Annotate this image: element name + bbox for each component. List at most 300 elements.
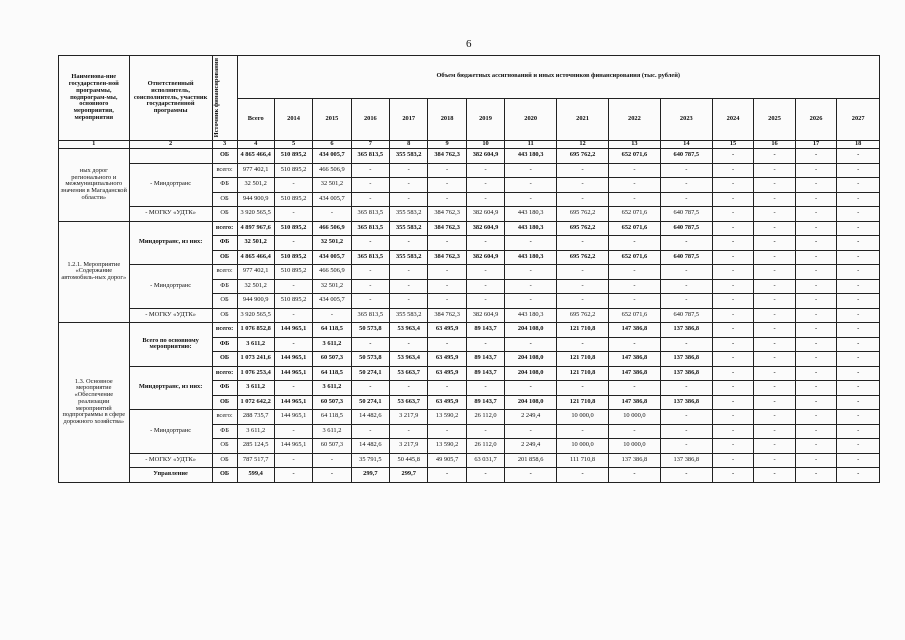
value-cell: -: [274, 337, 312, 352]
value-cell: -: [712, 221, 754, 236]
value-cell: -: [712, 265, 754, 280]
value-cell: -: [837, 308, 880, 323]
value-cell: 443 180,3: [505, 221, 557, 236]
value-cell: -: [428, 178, 466, 193]
value-cell: -: [428, 236, 466, 251]
value-cell: -: [754, 424, 796, 439]
value-cell: -: [660, 439, 712, 454]
value-cell: -: [795, 192, 837, 207]
value-cell: -: [313, 308, 351, 323]
value-cell: 3 611,2: [313, 381, 351, 396]
value-cell: -: [795, 366, 837, 381]
value-cell: 365 813,5: [351, 250, 389, 265]
table-row: [59, 410, 880, 425]
value-cell: -: [274, 453, 312, 468]
value-cell: -: [390, 337, 428, 352]
source-cell: всего:: [212, 221, 237, 236]
value-cell: 382 604,9: [466, 308, 504, 323]
table-row: [59, 221, 880, 236]
source-cell: ОБ: [212, 439, 237, 454]
value-cell: 510 895,2: [274, 149, 312, 164]
value-cell: 64 118,5: [313, 366, 351, 381]
value-cell: -: [351, 178, 389, 193]
source-cell: ОБ: [212, 250, 237, 265]
value-cell: 434 005,7: [313, 149, 351, 164]
value-cell: 384 762,3: [428, 308, 466, 323]
value-cell: 4 897 967,6: [237, 221, 274, 236]
value-cell: -: [795, 207, 837, 222]
value-cell: -: [837, 424, 880, 439]
funding-table: [58, 55, 880, 483]
value-cell: -: [351, 236, 389, 251]
value-cell: 60 507,3: [313, 395, 351, 410]
column-number: 16: [754, 141, 796, 149]
responsible-cell: - Миндортранс: [129, 163, 212, 207]
header-year: 2024: [712, 98, 754, 141]
value-cell: -: [795, 236, 837, 251]
value-cell: -: [712, 308, 754, 323]
value-cell: 977 402,1: [237, 163, 274, 178]
value-cell: -: [608, 294, 660, 309]
value-cell: -: [754, 308, 796, 323]
value-cell: -: [466, 163, 504, 178]
value-cell: -: [837, 323, 880, 338]
value-cell: -: [466, 381, 504, 396]
value-cell: -: [351, 381, 389, 396]
value-cell: 510 895,2: [274, 250, 312, 265]
value-cell: 35 791,5: [351, 453, 389, 468]
program-name-cell: 1.2.1. Мероприятие «Содержание автомобиль-ных дорог»: [59, 221, 130, 323]
value-cell: -: [754, 221, 796, 236]
value-cell: -: [390, 236, 428, 251]
source-cell: ФБ: [212, 424, 237, 439]
value-cell: -: [837, 192, 880, 207]
value-cell: 285 124,5: [237, 439, 274, 454]
table-row: [59, 265, 880, 280]
value-cell: -: [795, 410, 837, 425]
value-cell: 443 180,3: [505, 149, 557, 164]
value-cell: 10 000,0: [608, 410, 660, 425]
value-cell: 137 386,8: [660, 352, 712, 367]
value-cell: -: [795, 395, 837, 410]
value-cell: 288 735,7: [237, 410, 274, 425]
value-cell: -: [712, 279, 754, 294]
value-cell: 365 813,5: [351, 308, 389, 323]
value-cell: -: [754, 395, 796, 410]
value-cell: -: [505, 468, 557, 483]
source-cell: всего:: [212, 323, 237, 338]
value-cell: -: [712, 178, 754, 193]
value-cell: -: [660, 265, 712, 280]
value-cell: -: [274, 279, 312, 294]
value-cell: -: [712, 439, 754, 454]
value-cell: -: [428, 468, 466, 483]
responsible-cell: - МОГКУ «УДТК»: [129, 207, 212, 222]
value-cell: -: [754, 453, 796, 468]
value-cell: -: [274, 468, 312, 483]
value-cell: 49 905,7: [428, 453, 466, 468]
value-cell: -: [712, 294, 754, 309]
value-cell: -: [466, 294, 504, 309]
value-cell: 89 143,7: [466, 352, 504, 367]
value-cell: -: [660, 279, 712, 294]
value-cell: -: [274, 308, 312, 323]
value-cell: -: [795, 149, 837, 164]
value-cell: 355 583,2: [390, 308, 428, 323]
source-cell: всего:: [212, 163, 237, 178]
value-cell: 382 604,9: [466, 221, 504, 236]
value-cell: 384 762,3: [428, 207, 466, 222]
value-cell: -: [837, 366, 880, 381]
value-cell: -: [795, 424, 837, 439]
value-cell: 3 920 565,5: [237, 207, 274, 222]
value-cell: 652 071,6: [608, 250, 660, 265]
value-cell: -: [837, 410, 880, 425]
value-cell: 137 386,8: [608, 453, 660, 468]
responsible-cell: - МОГКУ «УДТК»: [129, 453, 212, 468]
value-cell: 695 762,2: [557, 250, 609, 265]
value-cell: -: [557, 265, 609, 280]
value-cell: -: [608, 265, 660, 280]
value-cell: -: [351, 192, 389, 207]
value-cell: -: [466, 236, 504, 251]
value-cell: 53 663,7: [390, 366, 428, 381]
value-cell: -: [837, 337, 880, 352]
value-cell: 204 108,0: [505, 323, 557, 338]
responsible-cell: Миндортранс, из них:: [129, 221, 212, 265]
value-cell: -: [390, 279, 428, 294]
value-cell: -: [712, 207, 754, 222]
value-cell: -: [754, 439, 796, 454]
source-cell: всего:: [212, 265, 237, 280]
value-cell: -: [712, 468, 754, 483]
value-cell: 144 965,1: [274, 439, 312, 454]
value-cell: -: [505, 381, 557, 396]
responsible-cell: - МОГКУ «УДТК»: [129, 308, 212, 323]
value-cell: -: [505, 265, 557, 280]
value-cell: 89 143,7: [466, 323, 504, 338]
value-cell: -: [351, 279, 389, 294]
value-cell: -: [428, 381, 466, 396]
value-cell: 53 963,4: [390, 323, 428, 338]
value-cell: 13 590,2: [428, 410, 466, 425]
value-cell: 1 076 253,4: [237, 366, 274, 381]
value-cell: 640 787,5: [660, 250, 712, 265]
value-cell: -: [351, 265, 389, 280]
value-cell: -: [660, 468, 712, 483]
value-cell: -: [274, 236, 312, 251]
column-number: 9: [428, 141, 466, 149]
value-cell: -: [557, 468, 609, 483]
value-cell: 144 965,1: [274, 323, 312, 338]
value-cell: 63 031,7: [466, 453, 504, 468]
responsible-cell: Всего по основному мероприятию:: [129, 323, 212, 367]
value-cell: 3 217,9: [390, 439, 428, 454]
value-cell: -: [837, 395, 880, 410]
value-cell: 382 604,9: [466, 250, 504, 265]
value-cell: -: [837, 468, 880, 483]
value-cell: -: [837, 439, 880, 454]
value-cell: 2 249,4: [505, 439, 557, 454]
value-cell: 60 507,3: [313, 352, 351, 367]
value-cell: 640 787,5: [660, 221, 712, 236]
column-number: 18: [837, 141, 880, 149]
value-cell: 144 965,1: [274, 366, 312, 381]
source-cell: ФБ: [212, 381, 237, 396]
source-cell: ОБ: [212, 308, 237, 323]
value-cell: 144 965,1: [274, 352, 312, 367]
value-cell: 977 402,1: [237, 265, 274, 280]
value-cell: -: [754, 294, 796, 309]
table-row: [59, 207, 880, 222]
value-cell: 53 963,4: [390, 352, 428, 367]
header-year: 2025: [754, 98, 796, 141]
value-cell: -: [390, 178, 428, 193]
value-cell: -: [313, 207, 351, 222]
value-cell: 382 604,9: [466, 149, 504, 164]
source-cell: ФБ: [212, 337, 237, 352]
value-cell: -: [660, 410, 712, 425]
value-cell: 1 073 241,6: [237, 352, 274, 367]
value-cell: 137 386,8: [660, 395, 712, 410]
value-cell: -: [712, 236, 754, 251]
value-cell: -: [795, 308, 837, 323]
value-cell: -: [754, 279, 796, 294]
value-cell: -: [660, 381, 712, 396]
value-cell: -: [428, 265, 466, 280]
value-cell: -: [754, 468, 796, 483]
value-cell: 299,7: [351, 468, 389, 483]
header-year: Всего: [237, 98, 274, 141]
value-cell: 434 005,7: [313, 192, 351, 207]
source-cell: ОБ: [212, 468, 237, 483]
source-cell: ФБ: [212, 279, 237, 294]
column-number: 17: [795, 141, 837, 149]
value-cell: -: [754, 265, 796, 280]
value-cell: -: [837, 207, 880, 222]
value-cell: 89 143,7: [466, 395, 504, 410]
value-cell: 10 000,0: [557, 410, 609, 425]
table-row: [59, 323, 880, 338]
value-cell: -: [660, 294, 712, 309]
value-cell: 32 501,2: [313, 236, 351, 251]
table-row: [59, 366, 880, 381]
responsible-cell: Управление: [129, 468, 212, 483]
value-cell: 144 965,1: [274, 395, 312, 410]
program-name-cell: 1.3. Основное мероприятие «Обеспечение реализации мероприятий подпрограммы в сфере дорожного хозяйства»: [59, 323, 130, 483]
value-cell: -: [837, 294, 880, 309]
value-cell: -: [754, 381, 796, 396]
value-cell: 26 112,0: [466, 410, 504, 425]
table-row: [59, 149, 880, 164]
value-cell: -: [466, 468, 504, 483]
value-cell: -: [428, 279, 466, 294]
header-year: 2018: [428, 98, 466, 141]
value-cell: -: [754, 207, 796, 222]
value-cell: 147 386,8: [608, 366, 660, 381]
value-cell: -: [795, 250, 837, 265]
value-cell: -: [837, 279, 880, 294]
value-cell: 50 573,8: [351, 352, 389, 367]
value-cell: 443 180,3: [505, 250, 557, 265]
value-cell: 3 611,2: [237, 424, 274, 439]
value-cell: 382 604,9: [466, 207, 504, 222]
value-cell: -: [712, 381, 754, 396]
header-source: [212, 56, 237, 141]
value-cell: 384 762,3: [428, 149, 466, 164]
value-cell: -: [351, 337, 389, 352]
value-cell: 64 118,5: [313, 323, 351, 338]
table-row: [59, 453, 880, 468]
value-cell: 2 249,4: [505, 410, 557, 425]
value-cell: -: [557, 163, 609, 178]
value-cell: 510 895,2: [274, 294, 312, 309]
value-cell: -: [557, 192, 609, 207]
value-cell: 510 895,2: [274, 265, 312, 280]
value-cell: -: [390, 192, 428, 207]
value-cell: 53 663,7: [390, 395, 428, 410]
value-cell: -: [466, 279, 504, 294]
responsible-cell: - Миндортранс: [129, 265, 212, 309]
header-year: 2026: [795, 98, 837, 141]
value-cell: 137 386,8: [660, 323, 712, 338]
source-cell: ОБ: [212, 192, 237, 207]
value-cell: -: [795, 468, 837, 483]
source-cell: ОБ: [212, 395, 237, 410]
value-cell: 695 762,2: [557, 149, 609, 164]
value-cell: 14 482,6: [351, 439, 389, 454]
value-cell: -: [754, 192, 796, 207]
value-cell: 599,4: [237, 468, 274, 483]
value-cell: 510 895,2: [274, 163, 312, 178]
value-cell: 384 762,3: [428, 250, 466, 265]
value-cell: -: [505, 163, 557, 178]
value-cell: -: [712, 250, 754, 265]
header-year: 2017: [390, 98, 428, 141]
column-number: 8: [390, 141, 428, 149]
header-name: Наименова-ние государствен-ной программы, подпрограм-мы, основного мероприятия, мероприятия: [59, 56, 130, 141]
value-cell: 695 762,2: [557, 207, 609, 222]
column-number: 2: [129, 141, 212, 149]
value-cell: -: [660, 337, 712, 352]
value-cell: -: [795, 265, 837, 280]
column-number: 7: [351, 141, 389, 149]
value-cell: -: [712, 149, 754, 164]
column-number: 4: [237, 141, 274, 149]
value-cell: -: [608, 163, 660, 178]
value-cell: -: [505, 192, 557, 207]
value-cell: -: [837, 178, 880, 193]
value-cell: -: [795, 323, 837, 338]
value-cell: -: [660, 163, 712, 178]
value-cell: 640 787,5: [660, 149, 712, 164]
value-cell: 121 710,8: [557, 352, 609, 367]
value-cell: -: [608, 337, 660, 352]
value-cell: -: [608, 178, 660, 193]
value-cell: 201 858,6: [505, 453, 557, 468]
value-cell: -: [837, 250, 880, 265]
value-cell: 63 495,9: [428, 323, 466, 338]
value-cell: 3 611,2: [313, 424, 351, 439]
column-number: 5: [274, 141, 312, 149]
value-cell: -: [660, 236, 712, 251]
value-cell: -: [754, 250, 796, 265]
value-cell: 32 501,2: [237, 236, 274, 251]
value-cell: -: [754, 366, 796, 381]
value-cell: -: [712, 352, 754, 367]
value-cell: -: [795, 453, 837, 468]
value-cell: -: [608, 236, 660, 251]
value-cell: 10 000,0: [608, 439, 660, 454]
column-number: 14: [660, 141, 712, 149]
value-cell: 1 072 642,2: [237, 395, 274, 410]
value-cell: -: [795, 178, 837, 193]
column-number: 11: [505, 141, 557, 149]
value-cell: 443 180,3: [505, 207, 557, 222]
value-cell: 299,7: [390, 468, 428, 483]
value-cell: -: [795, 163, 837, 178]
value-cell: 147 386,8: [608, 323, 660, 338]
value-cell: 652 071,6: [608, 221, 660, 236]
value-cell: 137 386,8: [660, 453, 712, 468]
value-cell: 50 573,8: [351, 323, 389, 338]
value-cell: -: [274, 424, 312, 439]
value-cell: -: [505, 294, 557, 309]
value-cell: 10 000,0: [557, 439, 609, 454]
source-cell: ОБ: [212, 453, 237, 468]
value-cell: -: [428, 424, 466, 439]
header-year: 2015: [313, 98, 351, 141]
value-cell: -: [712, 453, 754, 468]
column-number: 10: [466, 141, 504, 149]
value-cell: -: [505, 279, 557, 294]
value-cell: -: [505, 236, 557, 251]
source-cell: ОБ: [212, 149, 237, 164]
value-cell: 121 710,8: [557, 323, 609, 338]
value-cell: 147 386,8: [608, 352, 660, 367]
header-year: 2016: [351, 98, 389, 141]
value-cell: 355 583,2: [390, 221, 428, 236]
table-row: [59, 308, 880, 323]
value-cell: 365 813,5: [351, 221, 389, 236]
value-cell: 466 506,9: [313, 163, 351, 178]
value-cell: 3 217,9: [390, 410, 428, 425]
value-cell: -: [795, 221, 837, 236]
value-cell: -: [795, 352, 837, 367]
value-cell: -: [466, 337, 504, 352]
value-cell: 32 501,2: [237, 279, 274, 294]
value-cell: -: [390, 163, 428, 178]
value-cell: 510 895,2: [274, 192, 312, 207]
value-cell: 4 865 466,4: [237, 149, 274, 164]
column-number: 15: [712, 141, 754, 149]
value-cell: -: [274, 381, 312, 396]
table-row: [59, 163, 880, 178]
value-cell: -: [837, 221, 880, 236]
value-cell: -: [557, 381, 609, 396]
value-cell: -: [754, 410, 796, 425]
value-cell: -: [351, 294, 389, 309]
value-cell: -: [557, 294, 609, 309]
value-cell: 355 583,2: [390, 250, 428, 265]
value-cell: -: [837, 265, 880, 280]
value-cell: -: [608, 468, 660, 483]
value-cell: -: [390, 294, 428, 309]
header-source-text: Источник финансирования: [212, 58, 220, 138]
value-cell: 147 386,8: [608, 395, 660, 410]
value-cell: 652 071,6: [608, 149, 660, 164]
value-cell: 204 108,0: [505, 395, 557, 410]
